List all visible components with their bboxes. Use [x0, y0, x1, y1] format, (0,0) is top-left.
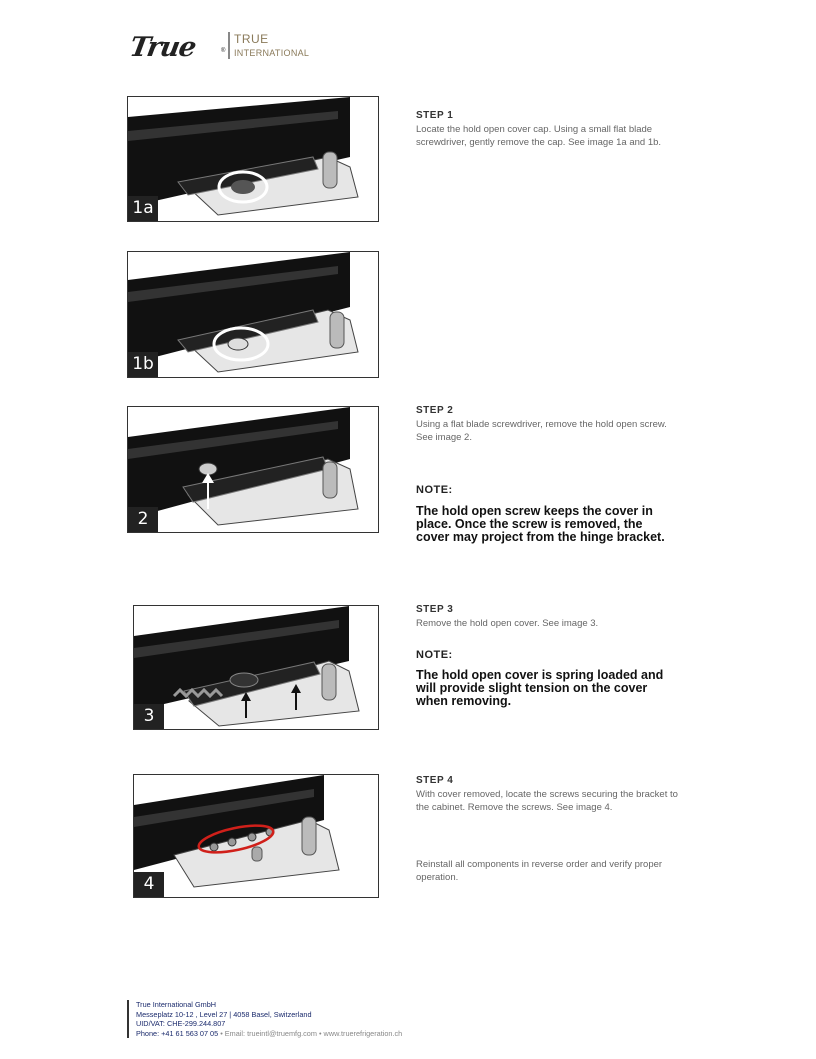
step-title: STEP 1	[416, 110, 454, 121]
footer-contact	[127, 1000, 402, 1038]
note-title: NOTE:	[416, 484, 453, 496]
figure-4	[133, 774, 379, 898]
hinge-illustration	[134, 775, 378, 897]
hinge-illustration	[128, 407, 378, 532]
true-script-logo: True	[127, 32, 198, 63]
step-text: Locate the hold open cover cap. Using a small flat blade screwdriver, gently remove the cap. See image 1a and 1b.	[416, 124, 662, 148]
footer-phone-line	[136, 1029, 402, 1039]
note-text: The hold open screw keeps the cover in place. Once the screw is removed, the cover may project from the hinge bracket.	[416, 504, 665, 544]
logo-brand-bottom: INTERNATIONAL	[234, 48, 310, 58]
step-4	[416, 775, 686, 814]
logo-divider	[228, 32, 230, 59]
footer-phone: Phone: +41 61 563 07 05	[136, 1028, 219, 1038]
logo-brand-top: TRUE	[234, 32, 269, 46]
step-1	[416, 110, 686, 149]
step-title: STEP 3	[416, 604, 454, 615]
step-3	[416, 604, 686, 630]
figure-label: 1a	[128, 196, 158, 221]
figure-1a	[127, 96, 379, 222]
hinge-illustration	[128, 97, 378, 221]
figure-label: 3	[134, 704, 164, 729]
step-title: STEP 2	[416, 405, 454, 416]
figure-3	[133, 605, 379, 730]
footer-address: Messeplatz 10-12 , Level 27 | 4058 Basel, Switzerland	[136, 1009, 312, 1019]
footer-company: True International GmbH	[136, 1000, 217, 1009]
step-text: Remove the hold open cover. See image 3.	[416, 618, 599, 629]
step-text: Using a flat blade screwdriver, remove the hold open screw. See image 2.	[416, 419, 667, 443]
registered-mark: ®	[221, 48, 226, 54]
footer-vat: UID/VAT: CHE-299.244.807	[136, 1019, 226, 1029]
note-text: The hold open cover is spring loaded and will provide slight tension on the cover when removing.	[416, 668, 664, 708]
step-2	[416, 405, 686, 444]
step-text: With cover removed, locate the screws securing the bracket to the cabinet. Remove the screws. See image 4.	[416, 789, 678, 813]
hinge-illustration	[128, 252, 378, 377]
footer-email-web[interactable]: • Email: trueintl@truemfg.com • www.truerefrigeration.ch	[218, 1028, 403, 1038]
figure-2	[127, 406, 379, 533]
note-title: NOTE:	[416, 649, 453, 661]
hinge-illustration	[134, 606, 378, 729]
figure-label: 1b	[128, 352, 158, 377]
figure-label: 2	[128, 507, 158, 532]
reinstall-instructions: Reinstall all components in reverse order and verify proper operation.	[416, 859, 663, 883]
figure-label: 4	[134, 872, 164, 897]
step-title: STEP 4	[416, 775, 454, 786]
figure-1b	[127, 251, 379, 378]
